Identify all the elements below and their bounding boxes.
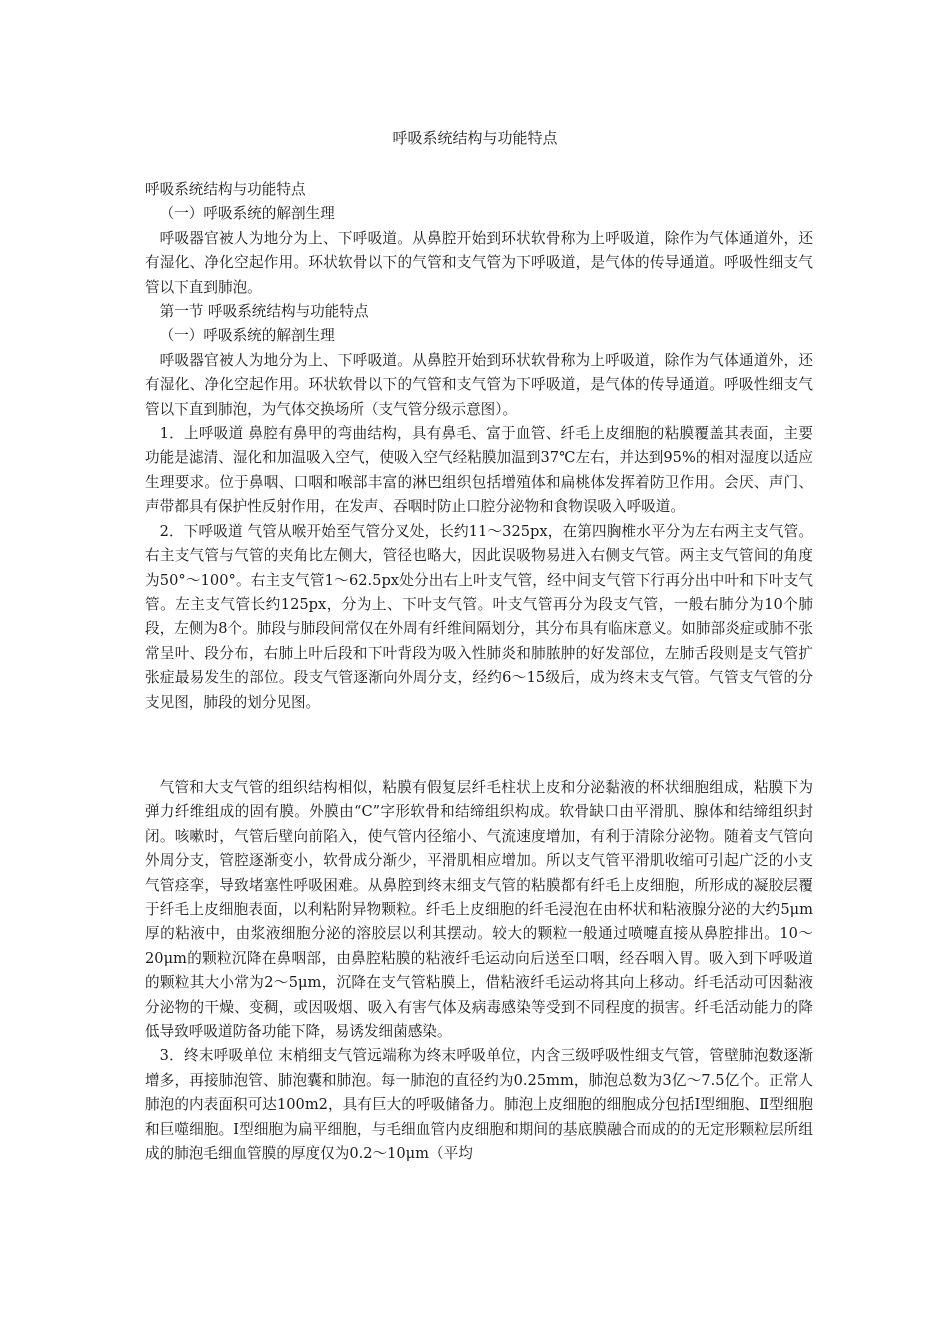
- subsection-heading: （一）呼吸系统的解剖生理: [159, 327, 335, 345]
- document-body: [145, 178, 813, 1166]
- section-heading: 呼吸系统结构与功能特点: [145, 181, 306, 198]
- document-title: 呼吸系统结构与功能特点: [392, 129, 558, 147]
- paragraph: 1．上呼吸道 鼻腔有鼻甲的弯曲结构，具有鼻毛、富于血管、纤毛上皮细胞的粘膜覆盖其表面，主要功能是滤清、湿化和加温吸入空气，使吸入空气经粘膜加温到37℃左右，并达到95%的相对湿度以适应生理要求。位于鼻咽、口咽和喉部丰富的淋巴组织包括增殖体和扁桃体发挥着防卫作用。会厌、声门、声带都具有保护性反射作用，在发声、吞咽时防止口腔分泌物和食物误吸入呼吸道。: [145, 425, 813, 516]
- figure-gap: [145, 715, 813, 776]
- paragraph: 呼吸器官被人为地分为上、下呼吸道。从鼻腔开始到环状软骨称为上呼吸道，除作为气体通道外，还有湿化、净化空起作用。环状软骨以下的气管和支气管为下呼吸道，是气体的传导通道。呼吸性细支气管以下直到肺泡。: [145, 229, 813, 296]
- section-heading: 第一节 呼吸系统结构与功能特点: [159, 303, 369, 321]
- paragraph: 呼吸器官被人为地分为上、下呼吸道。从鼻腔开始到环状软骨称为上呼吸道，除作为气体通道外，还有湿化、净化空起作用。环状软骨以下的气管和支气管为下呼吸道，是气体的传导通道。呼吸性细支气管以下直到肺泡，为气体交换场所（支气管分级示意图）。: [145, 351, 813, 418]
- subsection-heading: （一）呼吸系统的解剖生理: [159, 205, 335, 223]
- paragraph: 2．下呼吸道 气管从喉开始至气管分叉处，长约11～325px，在第四胸椎水平分为左右两主支气管。右主支气管与气管的夹角比左侧大，管径也略大，因此误吸物易进入右侧支气管。两主支气管间的角度为50°～100°。右主支气管1～62.5px处分出右上叶支气管，经中间支气管下行再分出中叶和下叶支气管。左主支气管长约125px，分为上、下叶支气管。叶支气管再分为段支气管，一般右肺分为10个肺段，左侧为8个。肺段与肺段间常仅在外周有纤维间隔划分，其分布具有临床意义。如肺部炎症或肺不张常呈叶、段分布，右肺上叶后段和下叶背段为吸入性肺炎和肺脓肿的好发部位，左肺舌段则是支气管扩张症最易发生的部位。段支气管逐渐向外周分支，经约6～15级后，成为终末支气管。气管支气管的分支见图，肺段的划分见图。: [145, 522, 813, 711]
- paragraph: 气管和大支气管的组织结构相似，粘膜有假复层纤毛柱状上皮和分泌黏液的杯状细胞组成，粘膜下为弹力纤维组成的固有膜。外膜由“C”字形软骨和结缔组织构成。软骨缺口由平滑肌、腺体和结缔组织封闭。咳嗽时，气管后壁向前陷入，使气管内径缩小、气流速度增加，有利于清除分泌物。随着支气管向外周分支，管腔逐渐变小，软骨成分渐少，平滑肌相应增加。所以支气管平滑肌收缩可引起广泛的小支气管痉挛，导致堵塞性呼吸困难。从鼻腔到终末细支气管的粘膜都有纤毛上皮细胞，所形成的凝胶层覆于纤毛上皮细胞表面，以利粘附异物颗粒。纤毛上皮细胞的纤毛浸泡在由杯状和粘液腺分泌的大约5μm厚的粘液中，由浆液细胞分泌的溶胶层以利其摆动。较大的颗粒一般通过喷嚏直接从鼻腔排出。10～20μm的颗粒沉降在鼻咽部，由鼻腔粘膜的粘液纤毛运动向后送至口咽，经吞咽入胃。吸入到下呼吸道的颗粒其大小常为2～5μm，沉降在支气管粘膜上，借粘液纤毛运动将其向上移动。纤毛活动可因黏液分泌物的干燥、变稠，或因吸烟、吸入有害气体及病毒感染等受到不同程度的损害。纤毛活动能力的降低导致呼吸道防备功能下降，易诱发细菌感染。: [145, 778, 813, 1040]
- paragraph: 3．终末呼吸单位 末梢细支气管远端称为终末呼吸单位，内含三级呼吸性细支气管，管壁肺泡数逐渐增多，再接肺泡管、肺泡囊和肺泡。每一肺泡的直径约为0.25mm，肺泡总数为3亿～7.5亿个。正常人肺泡的内表面积可达100m2，具有巨大的呼吸储备力。肺泡上皮细胞的细胞成分包括Ⅰ型细胞、Ⅱ型细胞和巨噬细胞。Ⅰ型细胞为扁平细胞，与毛细血管内皮细胞和期间的基底膜融合而成的的无定形颗粒层所组成的肺泡毛细血管膜的厚度仅为0.2～10μm（平均: [145, 1047, 813, 1163]
